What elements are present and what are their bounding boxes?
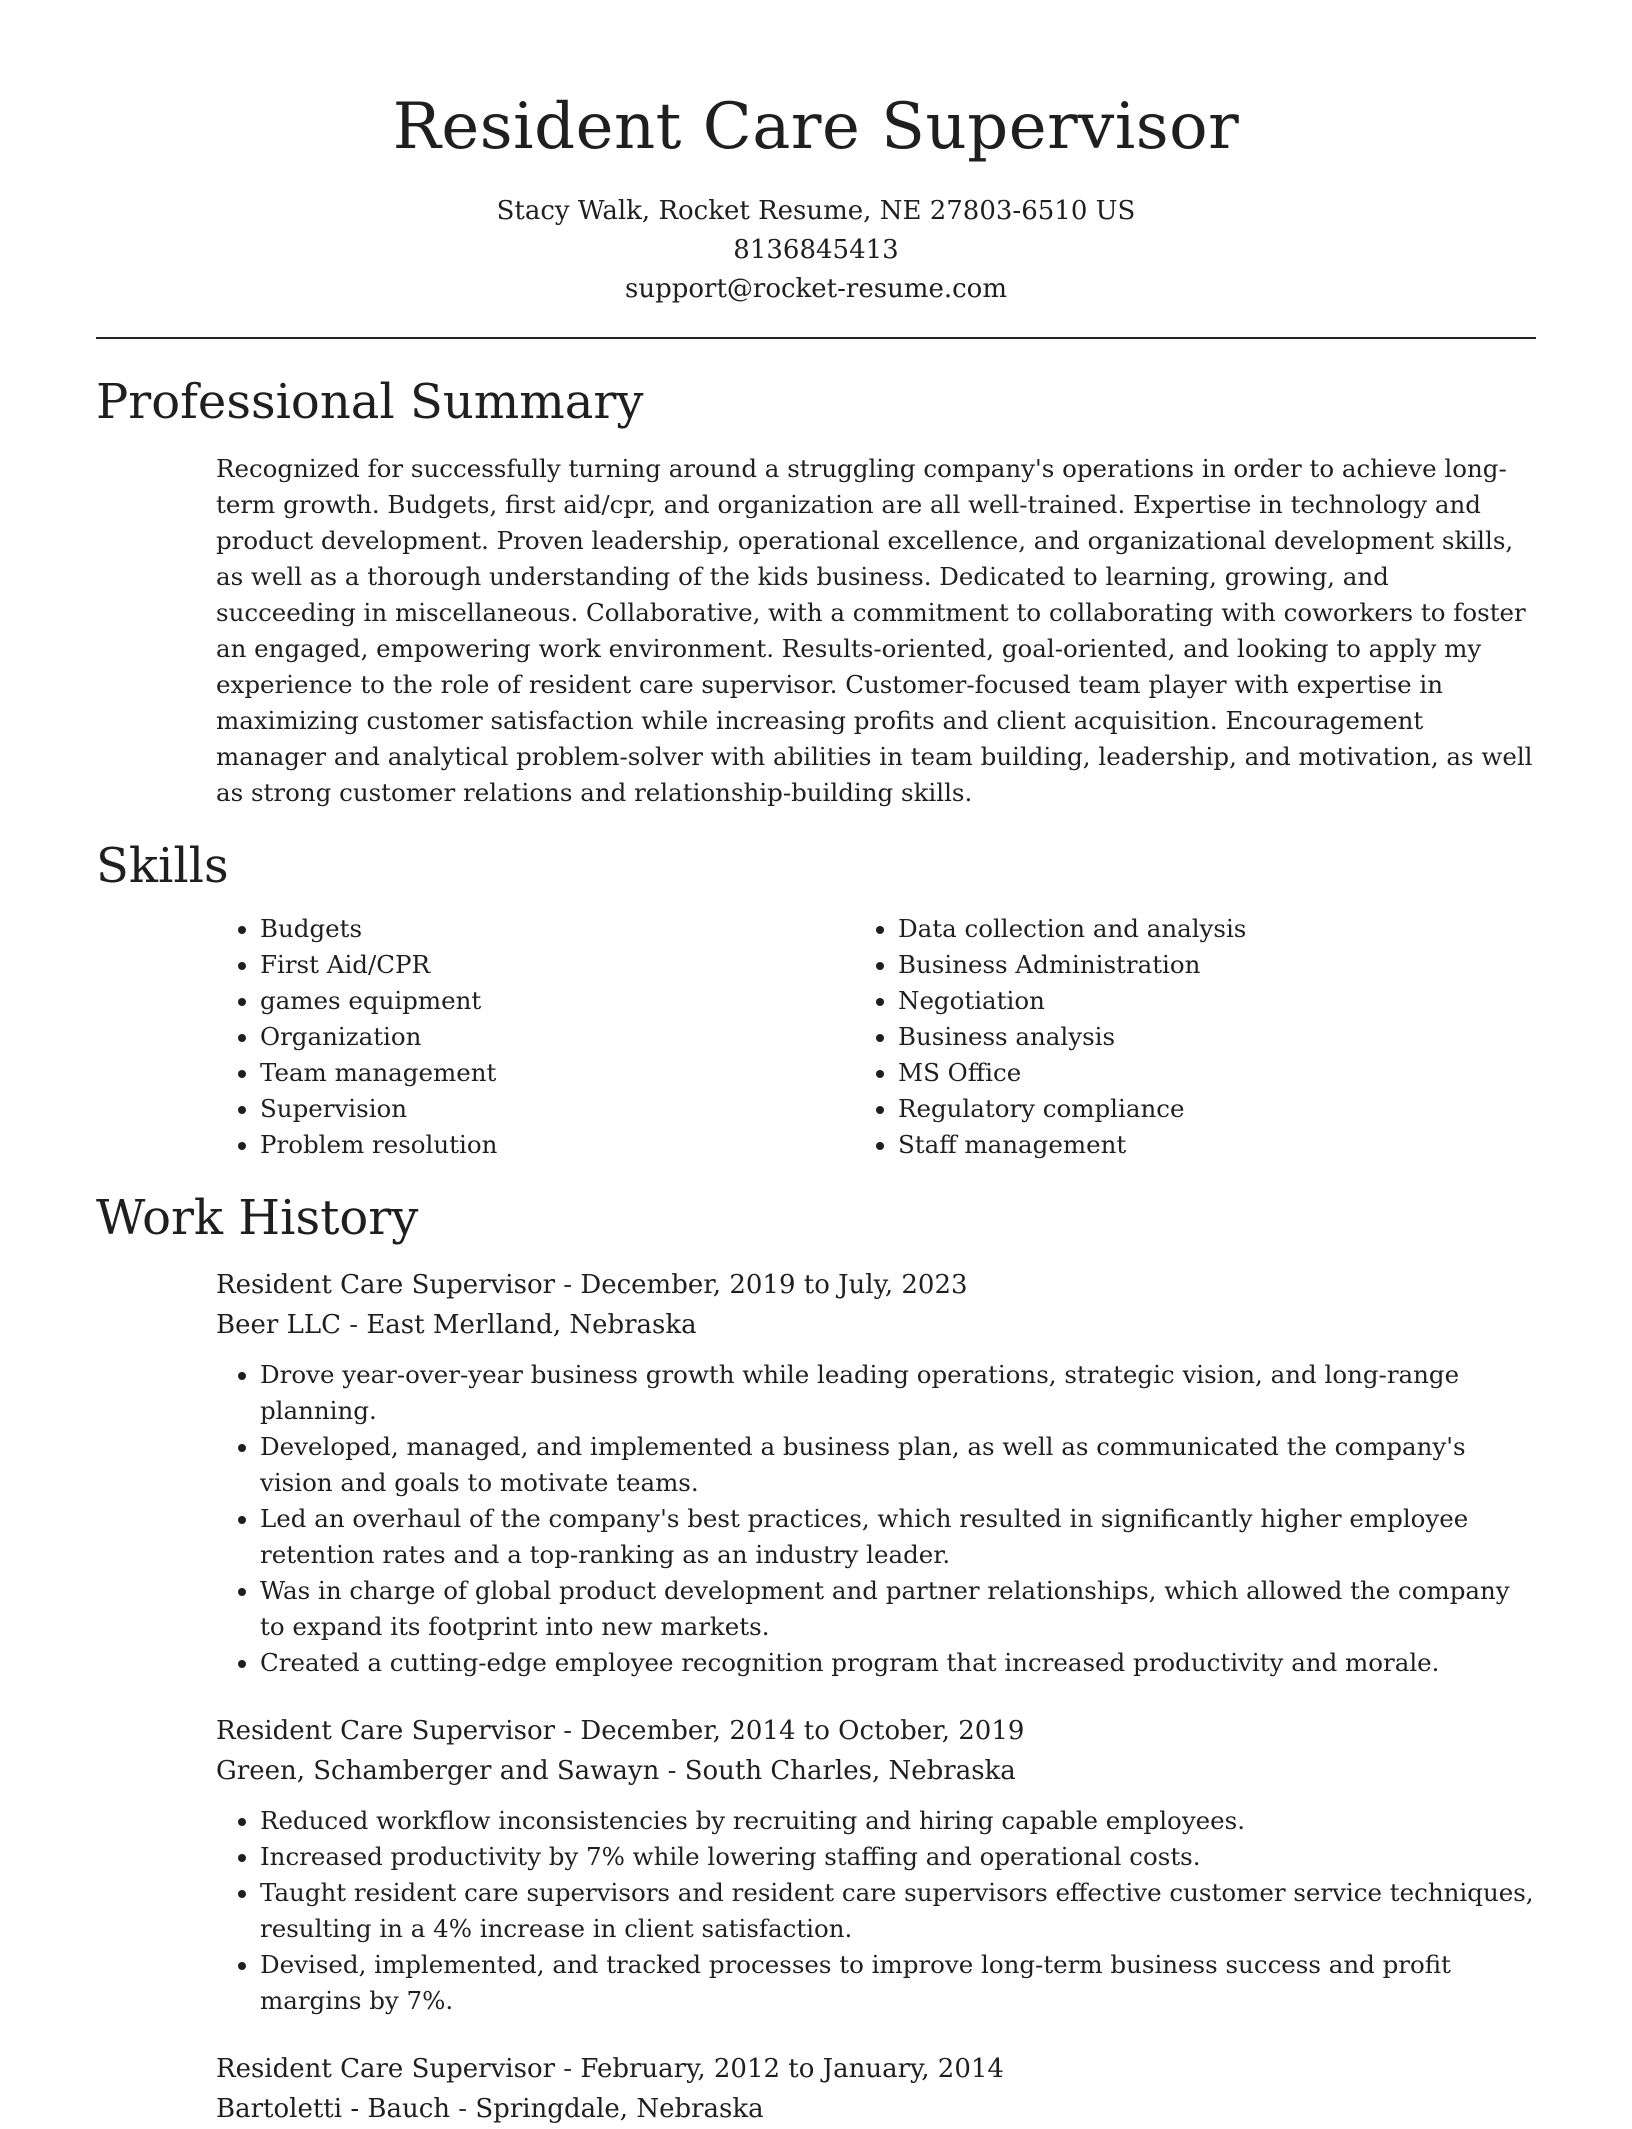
skill-item: • Team management (260, 1055, 898, 1091)
resume-page (96, 0, 1536, 2129)
job-dates: December, 2014 to October, 2019 (580, 1716, 1025, 1746)
job-dates: December, 2019 to July, 2023 (580, 1270, 968, 1300)
skill-item: • games equipment (260, 983, 898, 1019)
skill-item: • Organization (260, 1019, 898, 1055)
skill-item: • MS Office (898, 1055, 1536, 1091)
skill-item: • Data collection and analysis (898, 911, 1536, 947)
summary-text: Recognized for successfully turning around a struggling company's operations in order to achieve long-term growth. Budgets, first aid/cpr, and organization are all well-trained. Expertise in technology and product development. Proven leadership, operational excellence, and organizational development skills, as well as a thorough understanding of the kids business. Dedicated to learning, growing, and succeeding in miscellaneous. Collaborative, with a commitment to collaborating with coworkers to foster an engaged, empowering work environment. Results-oriented, goal-oriented, and looking to apply my experience to the role of resident care supervisor. Customer-focused team player with expertise in maximizing customer satisfaction while increasing profits and client acquisition. Encouragement manager and analytical problem-solver with abilities in team building, leadership, and motivation, as well as strong customer relations and relationship-building skills. (216, 454, 1533, 807)
skills-heading: Skills (96, 838, 229, 894)
skill-item: • Negotiation (898, 983, 1536, 1019)
job-bullet: • Was in charge of global product development and partner relationships, which allowed the company to expand its footprint into new markets. (260, 1573, 1536, 1645)
skill-item: • Business analysis (898, 1019, 1536, 1055)
job-title-line (216, 2049, 1536, 2089)
resume-title: Resident Care Supervisor (392, 90, 1240, 164)
skills-column-right (898, 911, 1536, 1163)
skill-item: • Business Administration (898, 947, 1536, 983)
skills-list (216, 911, 1536, 1163)
job-company: Bartoletti - Bauch (216, 2094, 451, 2124)
work-history-heading: Work History (96, 1190, 419, 1246)
skill-item: • Regulatory compliance (898, 1091, 1536, 1127)
job-company: Green, Schamberger and Sawayn (216, 1756, 660, 1786)
job-bullet: • Devised, implemented, and tracked processes to improve long-term business success and profit margins by 7%. (260, 1947, 1536, 2019)
separator: - (555, 1270, 581, 1300)
job-title: Resident Care Supervisor (216, 1716, 556, 1746)
job-bullets (216, 1357, 1536, 1681)
contact-address: Stacy Walk, Rocket Resume, NE 27803-6510 US (496, 196, 1136, 226)
job-entry (216, 1265, 1536, 1681)
separator: - (450, 2094, 476, 2124)
header-divider (96, 337, 1536, 339)
job-title: Resident Care Supervisor (216, 1270, 556, 1300)
job-entry (216, 2049, 1536, 2129)
job-title-line (216, 1265, 1536, 1305)
separator: - (341, 1310, 367, 1340)
job-company-line (216, 1305, 1536, 1345)
separator: - (659, 1756, 685, 1786)
skill-item: • Budgets (260, 911, 898, 947)
job-title-line (216, 1711, 1536, 1751)
job-bullet: • Increased productivity by 7% while lowering staffing and operational costs. (260, 1839, 1536, 1875)
job-bullets (216, 1803, 1536, 2019)
skill-item: • Supervision (260, 1091, 898, 1127)
job-bullet: • Reduced workflow inconsistencies by recruiting and hiring capable employees. (260, 1803, 1536, 1839)
job-entry (216, 1711, 1536, 2019)
job-company-line (216, 2089, 1536, 2129)
job-location: Springdale, Nebraska (475, 2094, 764, 2124)
job-bullet: • Drove year-over-year business growth while leading operations, strategic vision, and long-range planning. (260, 1357, 1536, 1429)
job-company: Beer LLC (216, 1310, 341, 1340)
separator: - (555, 1716, 581, 1746)
job-bullet: • Developed, managed, and implemented a business plan, as well as communicated the company's vision and goals to motivate teams. (260, 1429, 1536, 1501)
separator: - (555, 2054, 581, 2084)
summary-heading: Professional Summary (96, 374, 644, 430)
job-dates: February, 2012 to January, 2014 (580, 2054, 1004, 2084)
contact-email: support@rocket-resume.com (624, 274, 1007, 304)
resume-header (96, 84, 1536, 309)
job-bullet: • Led an overhaul of the company's best practices, which resulted in significantly higher employee retention rates and a top-ranking as an industry leader. (260, 1501, 1536, 1573)
contact-phone: 8136845413 (733, 235, 899, 265)
job-location: South Charles, Nebraska (684, 1756, 1016, 1786)
skills-column-left (216, 911, 898, 1163)
skill-item: • Problem resolution (260, 1127, 898, 1163)
skill-item: • Staff management (898, 1127, 1536, 1163)
contact-block (96, 192, 1536, 309)
job-company-line (216, 1751, 1536, 1791)
job-title: Resident Care Supervisor (216, 2054, 556, 2084)
job-bullet: • Created a cutting-edge employee recognition program that increased productivity and morale. (260, 1645, 1536, 1681)
job-bullet: • Taught resident care supervisors and resident care supervisors effective customer service techniques, resulting in a 4% increase in client satisfaction. (260, 1875, 1536, 1947)
skill-item: • First Aid/CPR (260, 947, 898, 983)
job-location: East Merlland, Nebraska (366, 1310, 697, 1340)
